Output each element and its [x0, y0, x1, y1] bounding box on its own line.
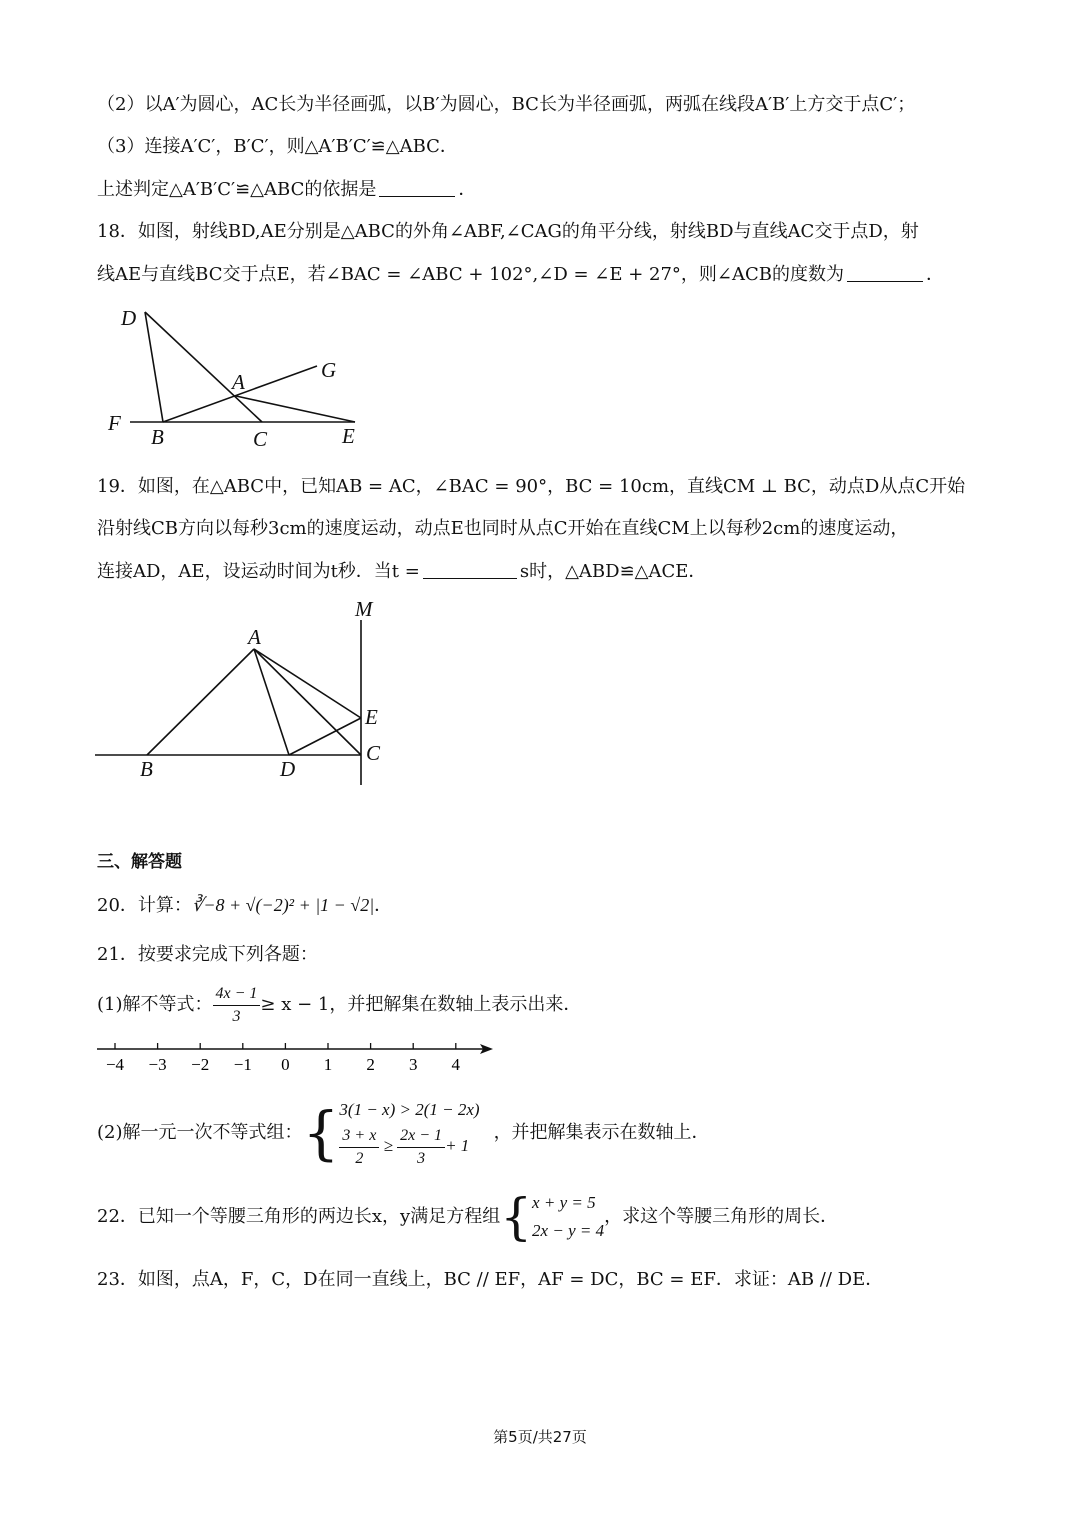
line-ab	[147, 649, 254, 755]
line-ae	[254, 649, 361, 718]
q18-line1: 18．如图，射线BD,AE分别是△ABC的外角∠ABF,∠CAG的角平分线，射线BD与直线AC交于点D，射	[97, 221, 919, 242]
label-f: F	[108, 411, 121, 435]
q21-part2-suffix: ，并把解集表示在数轴上．	[493, 1122, 710, 1143]
fraction-numerator: 3 + x	[339, 1125, 379, 1148]
system-eq2: 2x − y = 4	[532, 1221, 605, 1240]
label-c: C	[253, 427, 268, 451]
number-line-tick-label: 3	[408, 1055, 418, 1074]
q21-part1-fraction	[213, 983, 261, 1028]
q17-step2: （2）以A′为圆心，AC长为半径画弧，以B′为圆心，BC长为半径画弧，两弧在线段A′B′上方交于点C′；	[97, 94, 916, 115]
q19-line2: 沿射线CB方向以每秒3cm的速度运动，动点E也同时从点C开始在直线CM上以每秒2cm的速度运动，	[97, 518, 909, 539]
eq2-right-fraction	[397, 1125, 445, 1170]
answer-blank[interactable]	[847, 263, 923, 282]
q18-line2	[97, 260, 944, 290]
label-e: E	[365, 705, 378, 729]
equation-system	[532, 1189, 604, 1245]
label-a: A	[248, 625, 261, 649]
q21-title: 21．按要求完成下列各题：	[97, 944, 318, 965]
number-line	[95, 1038, 500, 1078]
q21-part1	[97, 978, 581, 1032]
q17-conclusion-text: 上述判定△A′B′C′≌△ABC的依据是	[97, 179, 377, 200]
label-a: A	[232, 370, 245, 394]
q21-part1-rest: ≥ x − 1，并把解集在数轴上表示出来．	[260, 994, 582, 1015]
number-line-tick-label: 2	[366, 1055, 375, 1074]
q19-line3	[97, 557, 706, 587]
brace-icon: {	[302, 1099, 340, 1167]
q17-conclusion-end: ．	[458, 179, 477, 200]
fraction-numerator: 2x − 1	[397, 1125, 445, 1148]
answer-blank[interactable]	[423, 560, 517, 579]
q21-part1-prefix: (1)解不等式：	[97, 994, 213, 1015]
q17-step3: （3）连接A′C′，B′C′，则△A′B′C′≌△ABC．	[97, 136, 458, 157]
label-d: D	[280, 757, 296, 781]
q22	[97, 1185, 838, 1249]
number-line-tick-label: −3	[148, 1055, 167, 1074]
brace-icon: {	[500, 1188, 533, 1246]
system-eq1: 3(1 − x) > 2(1 − 2x)	[339, 1100, 480, 1120]
label-b: B	[140, 757, 153, 781]
label-c: C	[366, 741, 381, 765]
q23: 23．如图，点A，F，C，D在同一直线上，BC // EF，AF = DC，BC = EF．求证：AB // DE．	[97, 1269, 884, 1290]
number-line-tick-label: 4	[451, 1055, 461, 1074]
fraction-denominator: 3	[232, 1007, 241, 1025]
line-ad	[254, 649, 289, 755]
section-title: 三、解答题	[97, 852, 182, 872]
number-line-tick-label: −2	[191, 1055, 210, 1074]
label-b: B	[151, 425, 164, 449]
q21-part2-prefix: (2)解一元一次不等式组：	[97, 1122, 303, 1143]
q19-figure	[95, 595, 395, 790]
inequality-system	[339, 1096, 479, 1170]
page-number: 第5页/共27页	[493, 1428, 587, 1446]
label-g: G	[321, 358, 337, 382]
q20	[97, 890, 392, 921]
fraction-denominator: 3	[417, 1149, 426, 1167]
q22-prefix: 22．已知一个等腰三角形的两边长x，y满足方程组	[97, 1206, 501, 1227]
number-line-tick-label: 0	[281, 1055, 290, 1074]
q19-line3-end: s时，△ABD≌△ACE．	[519, 561, 707, 582]
eq2-left-fraction	[339, 1125, 379, 1170]
q20-expression: ∛−8 + √(−2)² + |1 − √2|	[191, 895, 375, 915]
system-eq1: x + y = 5	[532, 1193, 596, 1212]
q20-prefix: 20．计算：	[97, 895, 192, 916]
q21-part2	[97, 1092, 710, 1174]
q18-line2-text: 线AE与直线BC交于点E，若∠BAC = ∠ABC + 102°,∠D = ∠E + 27°，则∠ACB的度数为	[97, 264, 845, 285]
q19-line1: 19．如图，在△ABC中，已知AB = AC，∠BAC = 90°，BC = 10cm，直线CM ⊥ BC，动点D从点C开始	[97, 476, 966, 497]
system-eq2	[339, 1124, 479, 1170]
line-de	[289, 718, 361, 755]
line-ac	[254, 649, 361, 755]
line-dc	[145, 312, 262, 422]
number-line-ticks	[106, 1043, 461, 1074]
fraction-denominator: 2	[355, 1149, 364, 1167]
line-bd	[145, 312, 163, 422]
label-m: M	[355, 597, 373, 621]
number-line-tick-label: −4	[105, 1055, 125, 1074]
q18-line2-end: ．	[926, 264, 945, 285]
q20-suffix: ．	[374, 895, 393, 916]
label-d: D	[121, 306, 137, 330]
fraction-numerator: 4x − 1	[213, 983, 261, 1006]
q22-suffix: ，求这个等腰三角形的周长．	[604, 1206, 839, 1227]
line-ae	[236, 396, 355, 422]
answer-blank[interactable]	[379, 178, 455, 197]
eq2-tail: + 1	[445, 1136, 470, 1156]
number-line-tick-label: −1	[233, 1055, 252, 1074]
q17-conclusion	[97, 175, 476, 205]
q18-figure	[95, 300, 385, 460]
q19-line3-text: 连接AD，AE，设运动时间为t秒．当t =	[97, 561, 420, 582]
eq2-operator: ≥	[383, 1136, 393, 1156]
number-line-tick-label: 1	[323, 1055, 333, 1074]
label-e: E	[342, 424, 355, 448]
